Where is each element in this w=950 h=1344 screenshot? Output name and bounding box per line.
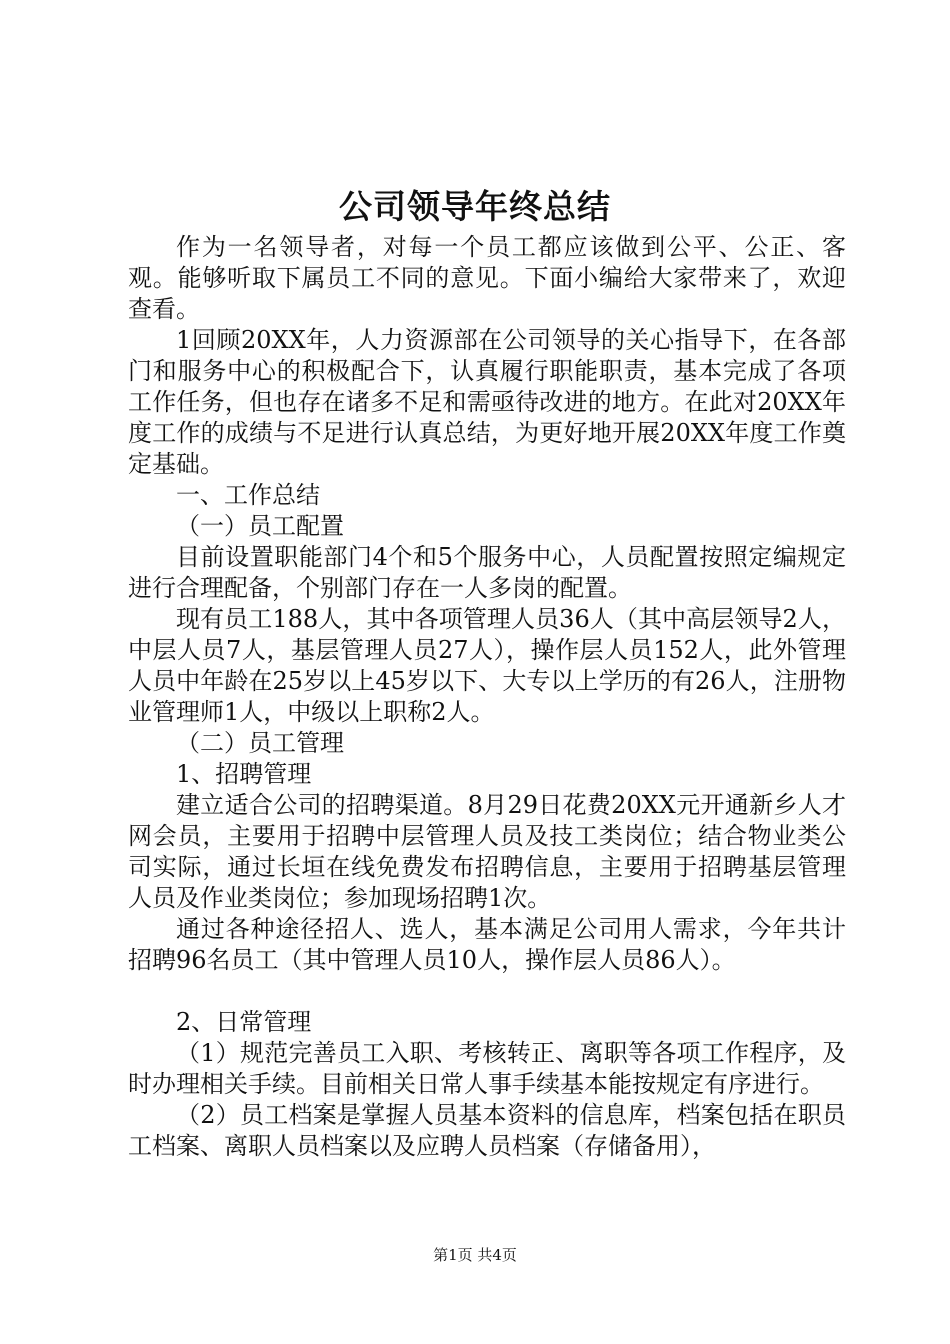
- heading-daily-management: 2、日常管理: [176, 1008, 312, 1036]
- paragraph-staff-count: 现有员工188人，其中各项管理人员36人（其中高层领导2人，中层人员7人，基层管理人员27人），操作层人员152人，此外管理人员中年龄在25岁以上45岁以下、大专以上学历的有26人，注册物业管理师1人，中级以上职称2人。: [128, 605, 846, 726]
- paragraph-recruitment-channels: 建立适合公司的招聘渠道。8月29日花费20XX元开通新乡人才网会员，主要用于招聘中层管理人员及技工类岗位；结合物业类公司实际，通过长垣在线免费发布招聘信息，主要用于招聘基层管理人员及作业类岗位；参加现场招聘1次。: [128, 791, 846, 912]
- page-footer: 第1页 共4页: [433, 1246, 517, 1264]
- paragraph-gap: [128, 976, 846, 1007]
- document-body: [128, 232, 846, 1162]
- document-title: 公司领导年终总结: [339, 187, 611, 226]
- paragraph-procedures: （1）规范完善员工入职、考核转正、离职等各项工作程序，及时办理相关手续。目前相关日常人事手续基本能按规定有序进行。: [128, 1039, 846, 1098]
- paragraph-recruitment-result: 通过各种途径招人、选人，基本满足公司用人需求，今年共计招聘96名员工（其中管理人员10人，操作层人员86人）。: [128, 915, 846, 974]
- paragraph-intro: 作为一名领导者，对每一个员工都应该做到公平、公正、客观。能够听取下属员工不同的意见。下面小编给大家带来了，欢迎查看。: [128, 233, 846, 323]
- paragraph-review: 1回顾20XX年，人力资源部在公司领导的关心指导下，在各部门和服务中心的积极配合下，认真履行职能职责，基本完成了各项工作任务，但也存在诸多不足和需亟待改进的地方。在此对20XX年度工作的成绩与不足进行认真总结，为更好地开展20XX年度工作奠定基础。: [128, 326, 846, 478]
- paragraph-departments: 目前设置职能部门4个和5个服务中心，人员配置按照定编规定进行合理配备，个别部门存在一人多岗的配置。: [128, 543, 846, 602]
- paragraph-archives: （2）员工档案是掌握人员基本资料的信息库，档案包括在职员工档案、离职人员档案以及应聘人员档案（存储备用），: [128, 1101, 846, 1160]
- heading-recruitment: 1、招聘管理: [176, 760, 312, 788]
- heading-work-summary: 一、工作总结: [176, 481, 320, 509]
- heading-staff-allocation: （一）员工配置: [176, 512, 344, 540]
- heading-staff-management: （二）员工管理: [176, 729, 344, 757]
